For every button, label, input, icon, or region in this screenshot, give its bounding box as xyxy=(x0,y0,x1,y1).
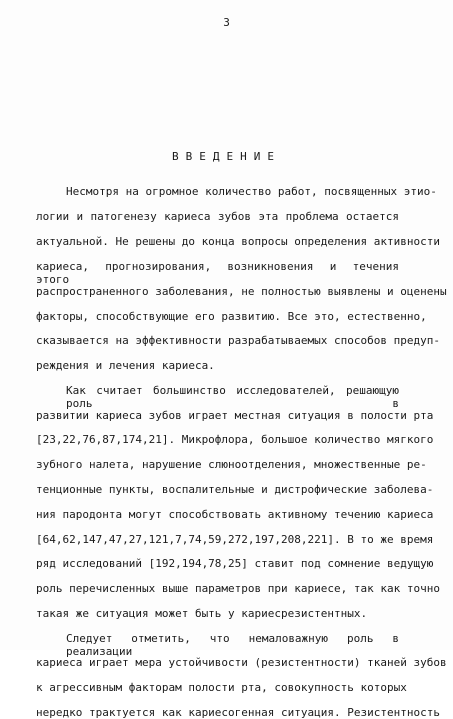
text-line: ряд исследований [192,194,78,25] ставит под сомнение ведущую xyxy=(36,557,434,570)
text-line: нередко трактуется как кариесогенная ситуация. Резистентность xyxy=(36,706,440,719)
text-line: ния пародонта могут способствовать активному течению кариеса xyxy=(36,508,434,521)
text-line: к агрессивным факторам полости рта, совокупность которых xyxy=(36,681,407,694)
text-line: зубного налета, нарушение слюноотделения, множественные ре- xyxy=(36,458,427,471)
text-line: кариеса, прогнозирования, возникновения и течения этого xyxy=(36,260,399,286)
text-line: Несмотря на огромное количество работ, посвященных этио- xyxy=(66,185,437,198)
text-line: Следует отметить, что немаловажную роль в реализации xyxy=(66,632,399,658)
text-line: сказывается на эффективности разрабатываемых способов предуп- xyxy=(36,334,440,347)
text-line: факторы, способствующие его развитию. Все это, естественно, xyxy=(36,310,427,323)
text-line: логии и патогенезу кариеса зубов эта проблема остается xyxy=(36,210,399,223)
text-line: развитии кариеса зубов играет местная ситуация в полости рта xyxy=(36,409,434,422)
text-line: тенционные пункты, воспалительные и дистрофические заболева- xyxy=(36,483,434,496)
section-heading: ВВЕДЕНИЕ xyxy=(172,150,281,163)
text-line: актуальной. Не решены до конца вопросы определения активности xyxy=(36,235,440,248)
text-line: распространенного заболевания, не полностью выявлены и оценены xyxy=(36,285,447,298)
text-line: [64,62,147,47,27,121,7,74,59,272,197,208,221]. В то же время xyxy=(36,533,434,546)
text-line: такая же ситуация может быть у кариесрезистентных. xyxy=(36,607,368,620)
text-line: роль перечисленных выше параметров при кариесе, так как точно xyxy=(36,582,440,595)
text-line: реждения и лечения кариеса. xyxy=(36,359,215,372)
text-line: Как считает большинство исследователей, решающую роль в xyxy=(66,384,399,410)
text-line: [23,22,76,87,174,21]. Микрофлора, большое количество мягкого xyxy=(36,433,434,446)
page-number: 3 xyxy=(223,16,230,29)
text-line: кариеса играет мера устойчивости (резистентности) тканей зубов xyxy=(36,656,447,669)
